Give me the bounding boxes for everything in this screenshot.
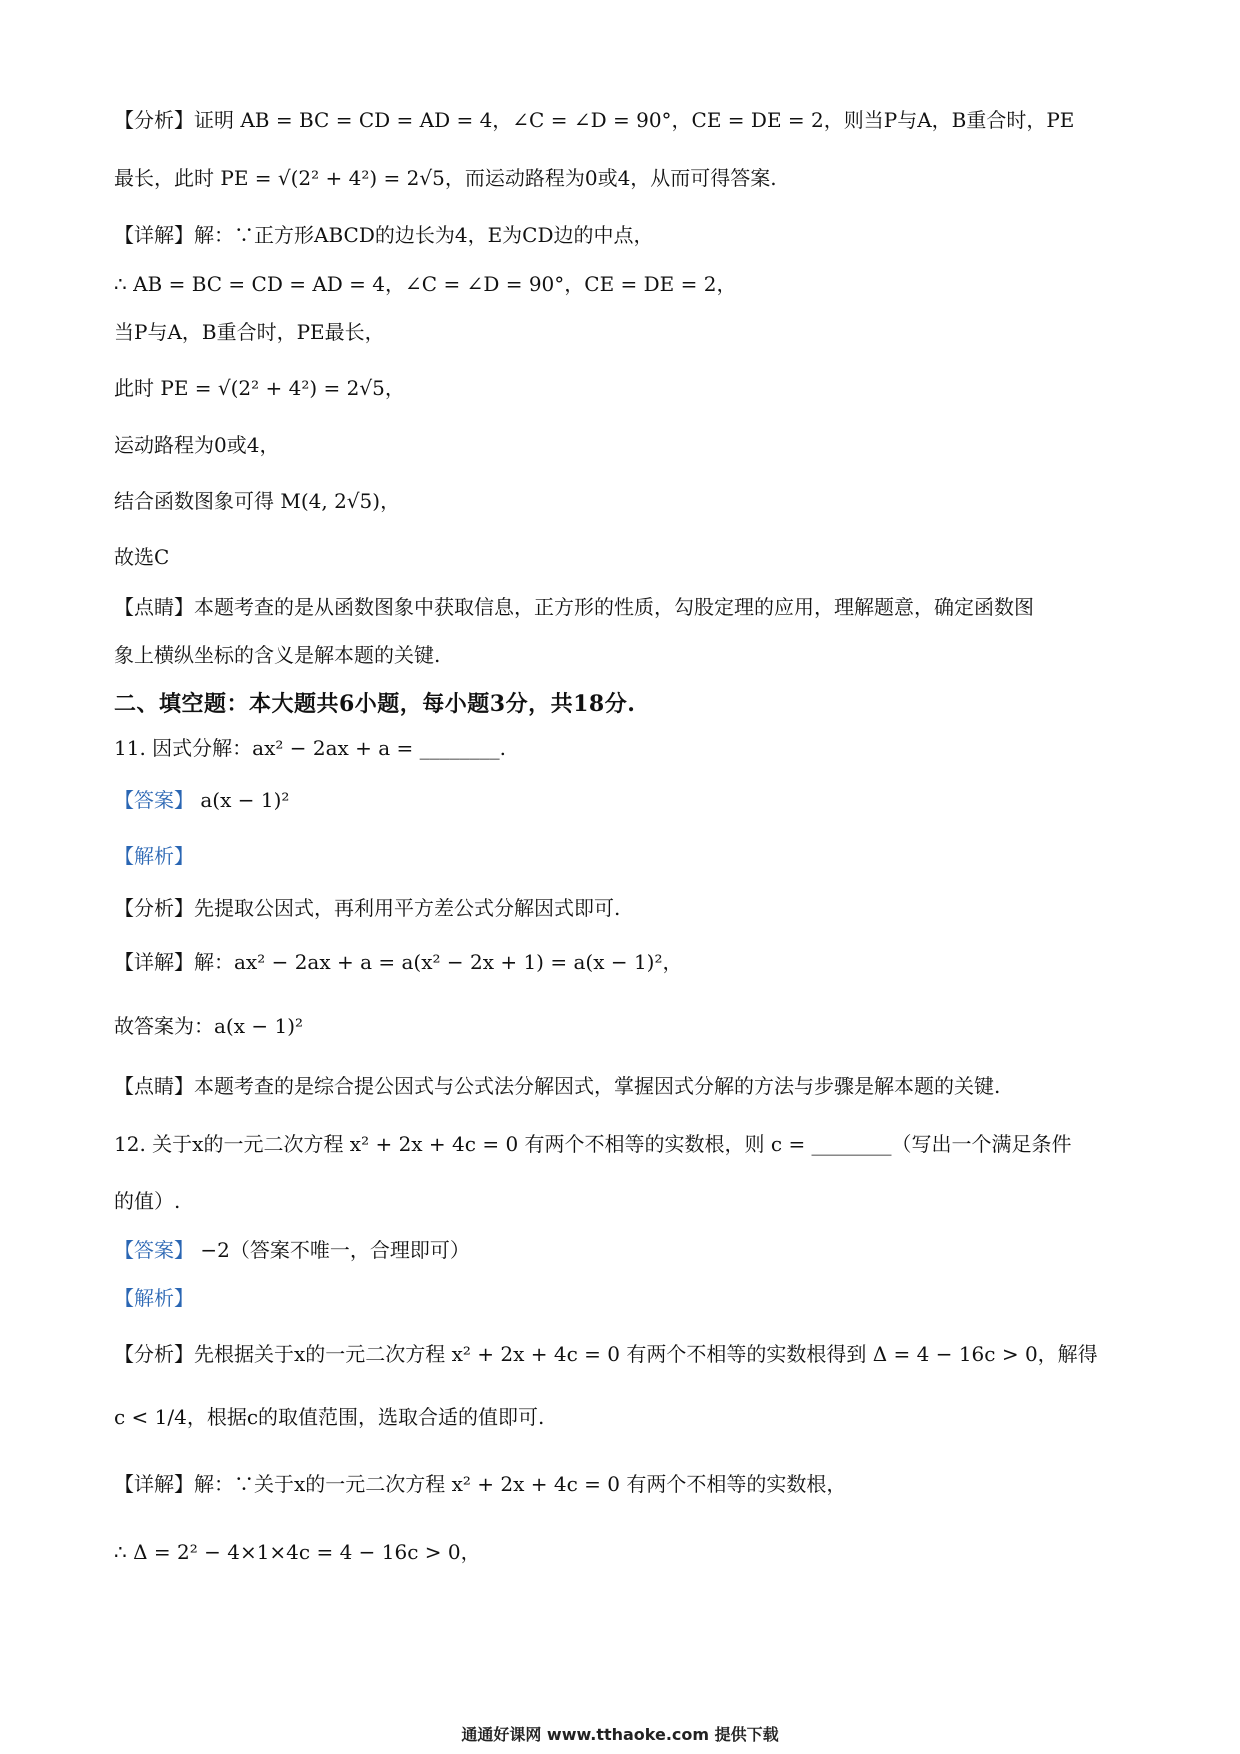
- text-line-9: 故选C: [114, 545, 170, 569]
- q12-fenxi-line-2: c < 1/4，根据c的取值范围，选取合适的值即可.: [114, 1405, 545, 1429]
- q11-question: 11. 因式分解：ax² − 2ax + a = ________.: [114, 736, 507, 760]
- text-line-1: 【分析】证明 AB = BC = CD = AD = 4，∠C = ∠D = 90°，CE = DE = 2，则当P与A，B重合时，PE: [114, 108, 1075, 132]
- q12-xiangjie: 【详解】解：∵关于x的一元二次方程 x² + 2x + 4c = 0 有两个不相等的实数根，: [114, 1472, 847, 1496]
- q11-xiangjie: 【详解】解：ax² − 2ax + a = a(x² − 2x + 1) = a(x − 1)²，: [114, 950, 683, 974]
- text-line-5: 当P与A，B重合时，PE最长，: [114, 320, 385, 344]
- q12-delta: ∴ Δ = 2² − 4×1×4c = 4 − 16c > 0，: [114, 1540, 481, 1564]
- q11-dianjing: 【点睛】本题考查的是综合提公因式与公式法分解因式，掌握因式分解的方法与步骤是解本题的关键.: [114, 1074, 1001, 1098]
- q11-final: 故答案为：a(x − 1)²: [114, 1014, 304, 1038]
- text-line-11: 象上横纵坐标的含义是解本题的关键.: [114, 643, 441, 667]
- q12-question-line-2: 的值）.: [114, 1189, 181, 1213]
- q12-answer-row: [114, 1236, 470, 1264]
- section-header: 二、填空题：本大题共6小题，每小题3分，共18分.: [114, 691, 636, 717]
- q11-answer: a(x − 1)²: [200, 788, 290, 812]
- q12-analysis-tag: 【解析】: [114, 1286, 194, 1310]
- q12-answer: −2（答案不唯一，合理即可）: [200, 1238, 470, 1262]
- q11-answer-tag: 【答案】: [114, 788, 194, 812]
- q11-fenxi: 【分析】先提取公因式，再利用平方差公式分解因式即可.: [114, 896, 621, 920]
- page-footer: 通通好课网 www.tthaoke.com 提供下载: [461, 1725, 779, 1744]
- text-line-7: 运动路程为0或4，: [114, 433, 280, 457]
- text-line-10: 【点睛】本题考查的是从函数图象中获取信息，正方形的性质，勾股定理的应用，理解题意，确定函数图: [114, 595, 1034, 619]
- text-line-3: 【详解】解：∵正方形ABCD的边长为4，E为CD边的中点，: [114, 223, 654, 247]
- text-line-2: 最长，此时 PE = √(2² + 4²) = 2√5，而运动路程为0或4，从而可得答案.: [114, 166, 777, 190]
- q12-answer-tag: 【答案】: [114, 1238, 194, 1262]
- q11-analysis-tag: 【解析】: [114, 844, 194, 868]
- text-line-6: 此时 PE = √(2² + 4²) = 2√5，: [114, 376, 405, 400]
- text-line-8: 结合函数图象可得 M(4, 2√5)，: [114, 489, 401, 513]
- text-line-4: ∴ AB = BC = CD = AD = 4，∠C = ∠D = 90°，CE = DE = 2，: [114, 272, 737, 296]
- q12-fenxi-line-1: 【分析】先根据关于x的一元二次方程 x² + 2x + 4c = 0 有两个不相等的实数根得到 Δ = 4 − 16c > 0，解得: [114, 1342, 1098, 1366]
- q11-answer-row: [114, 786, 289, 814]
- q12-question-line-1: 12. 关于x的一元二次方程 x² + 2x + 4c = 0 有两个不相等的实数根，则 c = ________（写出一个满足条件: [114, 1132, 1072, 1156]
